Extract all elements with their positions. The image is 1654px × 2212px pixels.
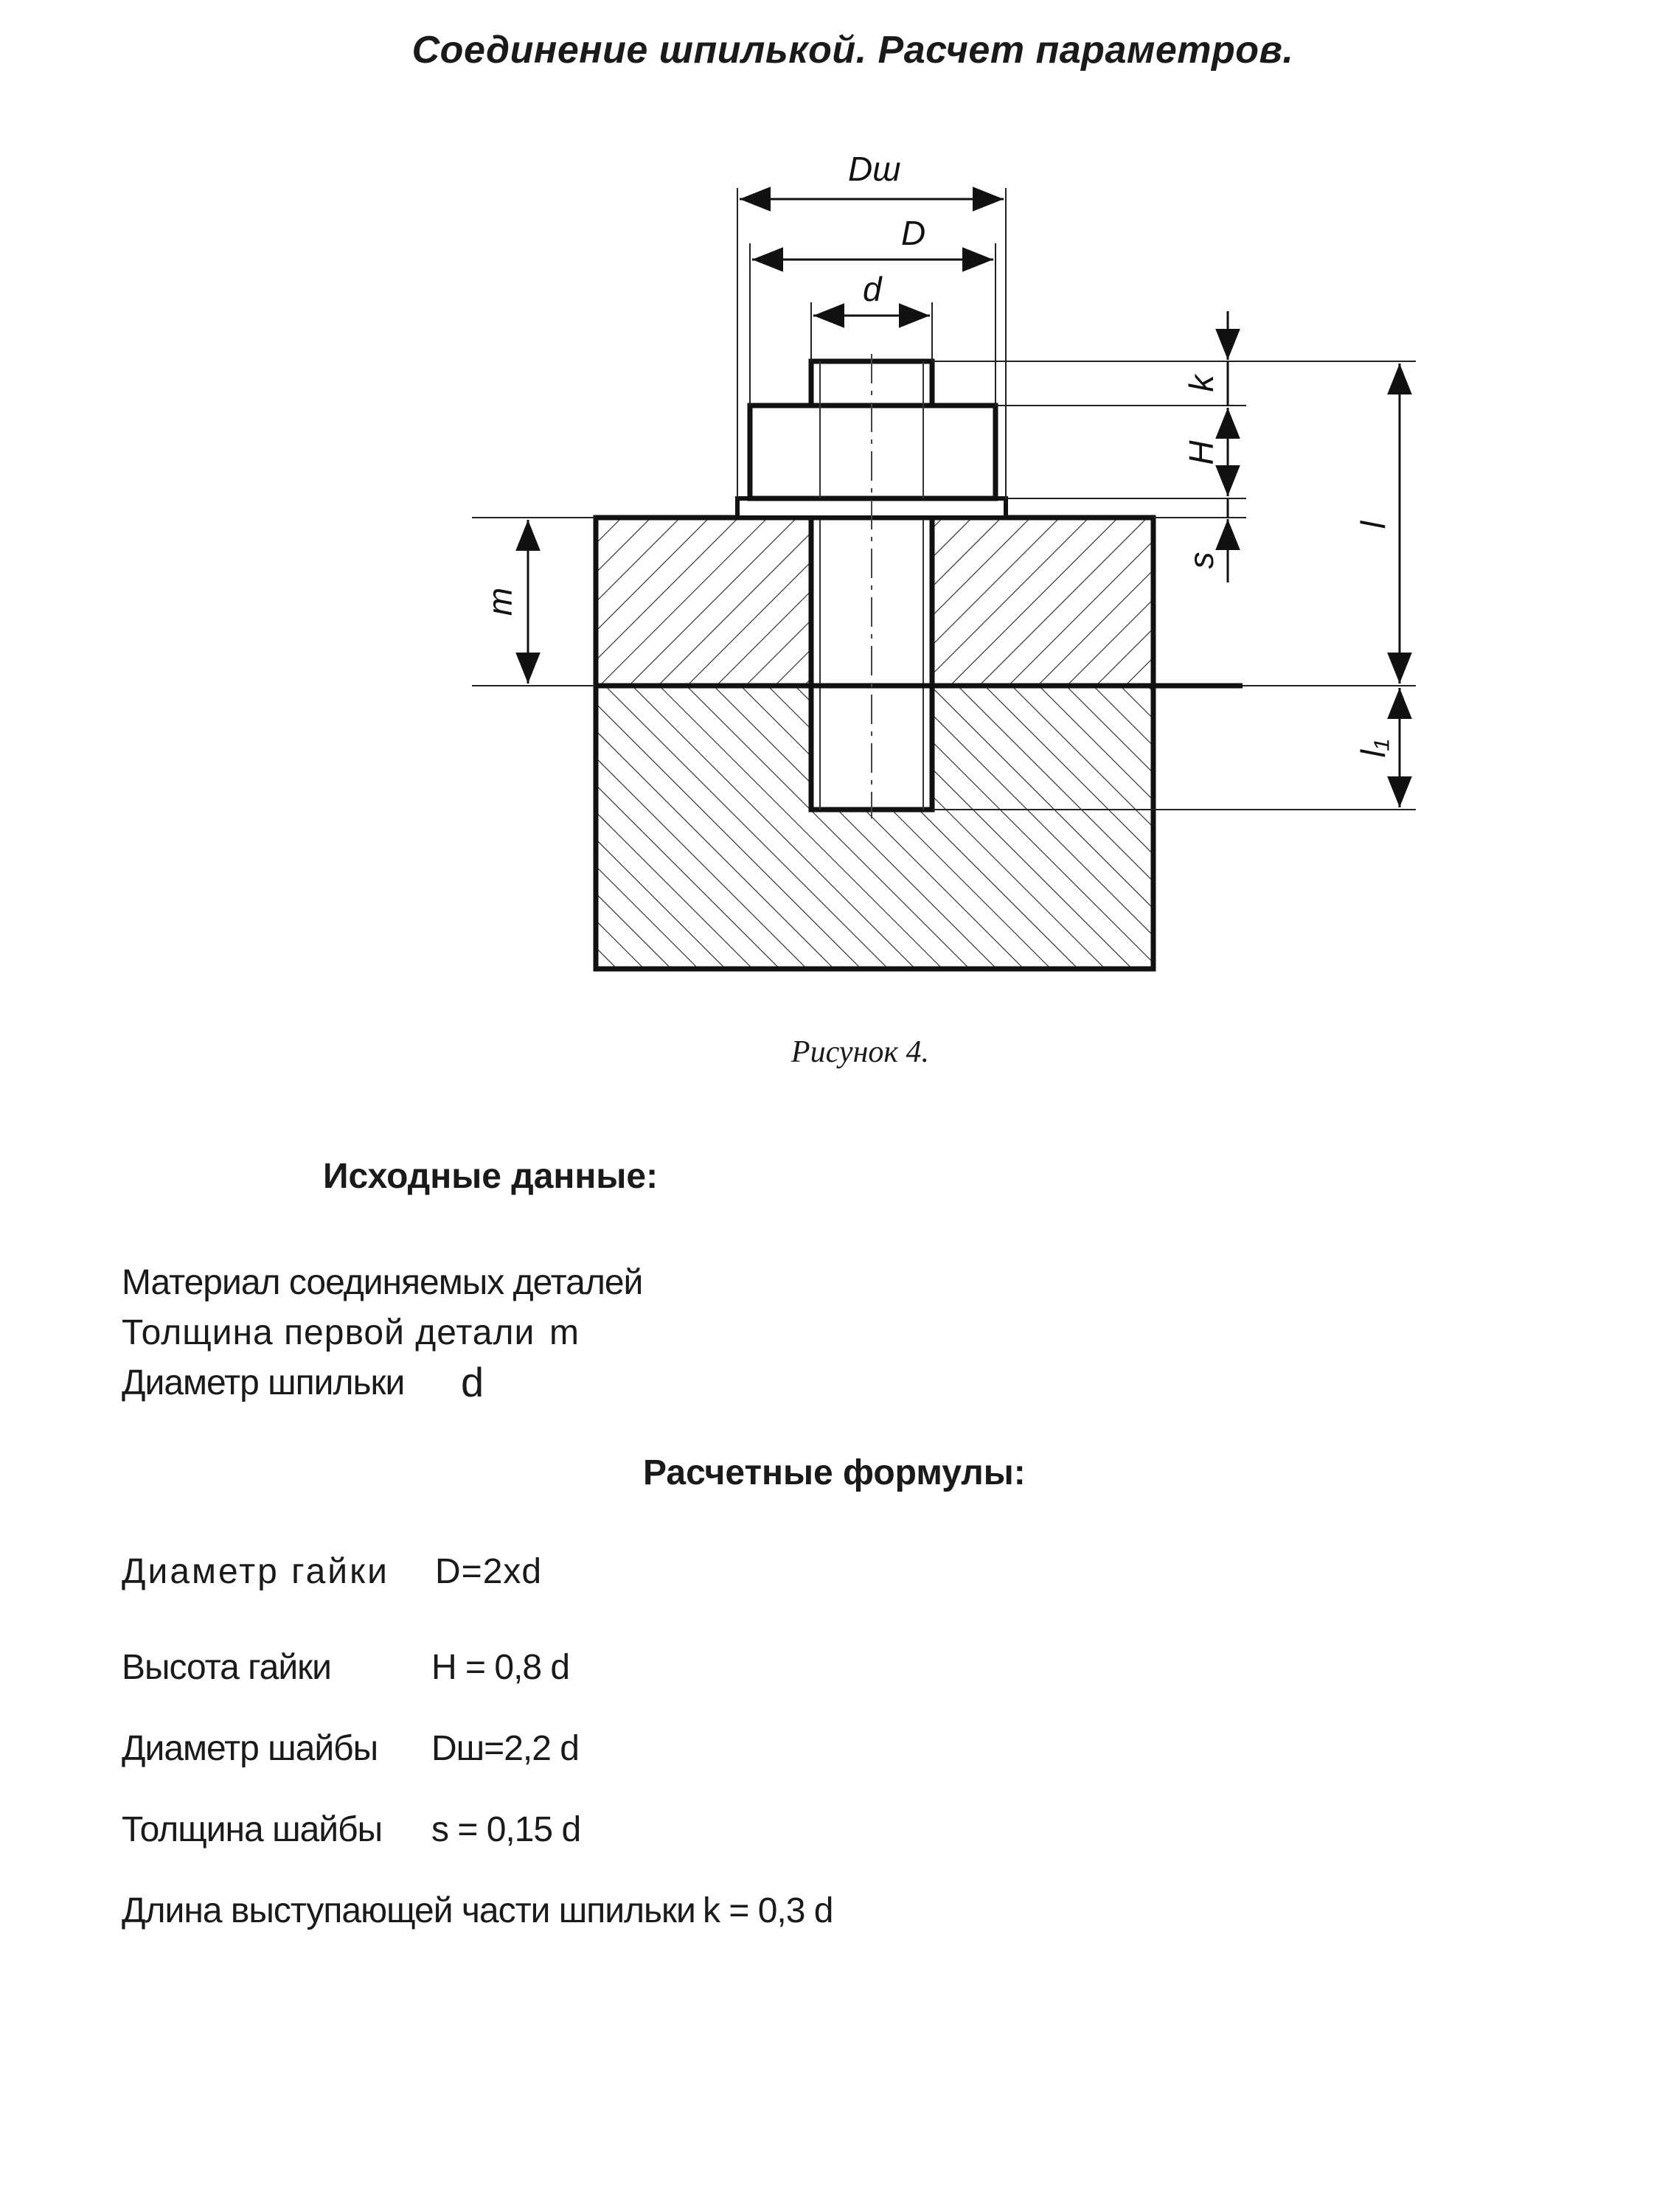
formulas-heading: Расчетные формулы: xyxy=(643,1453,1026,1492)
formula-label: Толщина шайбы xyxy=(122,1810,383,1849)
page-title: Соединение шпилькой. Расчет параметров. xyxy=(411,29,1294,72)
label-l1: l₁ xyxy=(1354,739,1392,758)
label-s: s xyxy=(1182,552,1220,569)
label-k: k xyxy=(1182,375,1220,392)
input-item-value: m xyxy=(549,1313,578,1352)
formula-label: Длина выступающей части шпильки xyxy=(122,1891,695,1930)
formula-washer-diameter xyxy=(122,1728,785,1775)
formula-value: H = 0,8 d xyxy=(431,1648,570,1687)
formula-value: k = 0,3 d xyxy=(703,1891,833,1930)
input-item-diameter xyxy=(122,1359,785,1410)
stud-connection-drawing xyxy=(413,133,1392,988)
input-item-thickness xyxy=(122,1312,785,1357)
input-item-label: Диаметр шпильки xyxy=(122,1363,405,1402)
label-l: l xyxy=(1354,521,1392,529)
input-item-label: Материал соединяемых деталей xyxy=(122,1263,643,1302)
label-d-stud: d xyxy=(863,270,882,308)
label-m: m xyxy=(481,587,519,616)
label-h: H xyxy=(1182,440,1220,465)
formula-label: Диаметр шайбы xyxy=(122,1729,378,1768)
formula-nut-diameter xyxy=(122,1551,785,1599)
formula-value: Dш=2,2 d xyxy=(431,1729,579,1768)
formula-value: D=2xd xyxy=(435,1552,543,1591)
input-item-material xyxy=(122,1262,642,1303)
figure-caption: Рисунок 4. xyxy=(790,1035,930,1069)
formula-label: Диаметр гайки xyxy=(122,1552,389,1591)
label-dw: Dш xyxy=(848,150,901,188)
formula-label: Высота гайки xyxy=(122,1648,331,1687)
formula-value: s = 0,15 d xyxy=(431,1810,581,1849)
input-item-label: Толщина первой детали xyxy=(122,1313,535,1352)
input-item-value: d xyxy=(461,1359,484,1405)
formula-washer-thickness xyxy=(122,1809,785,1857)
nut xyxy=(750,406,995,498)
input-data-heading: Исходные данные: xyxy=(323,1157,659,1196)
label-d-nut: D xyxy=(901,214,926,252)
formula-nut-height xyxy=(122,1647,785,1694)
formula-stud-protrusion xyxy=(122,1891,933,1938)
